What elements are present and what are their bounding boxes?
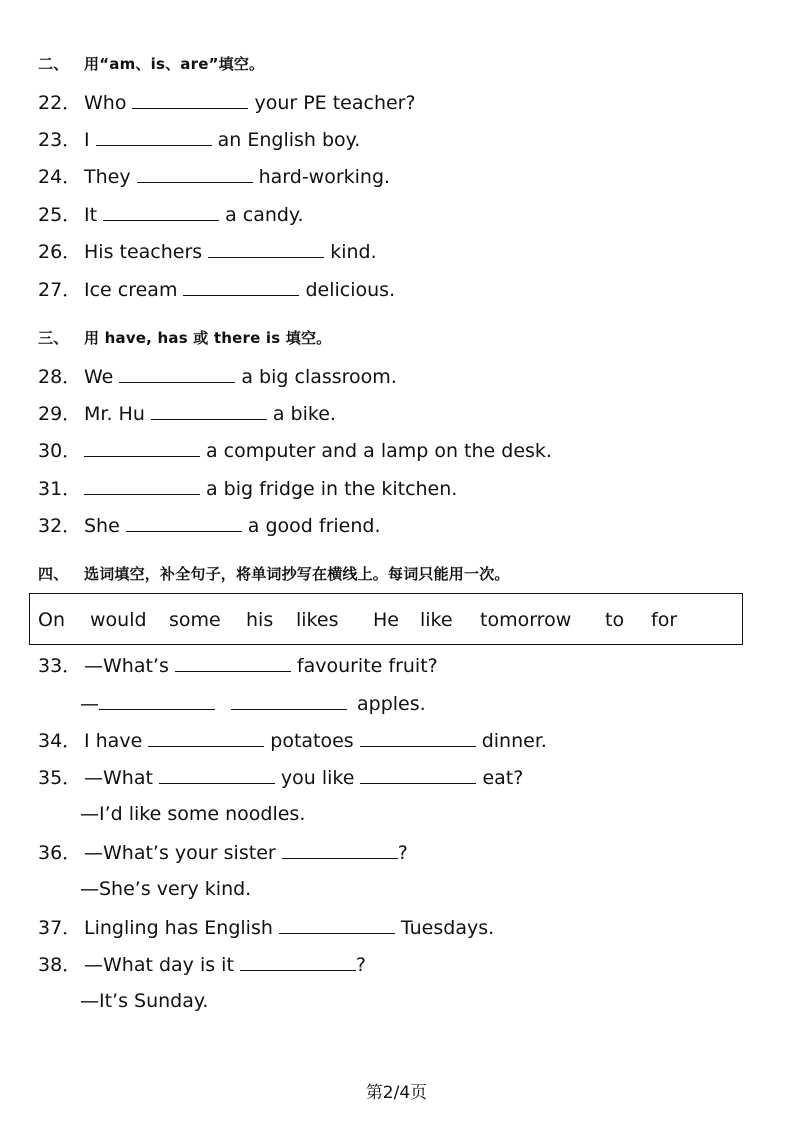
answer-blank-30[interactable] xyxy=(84,438,200,457)
question-text: dinner. xyxy=(481,730,547,752)
question-text: a candy. xyxy=(225,204,304,226)
reply-text: —It’s Sunday. xyxy=(80,990,209,1012)
question-number: 23． xyxy=(38,129,82,151)
question-text: —What’s your sister xyxy=(84,842,276,864)
question-text: potatoes xyxy=(270,730,354,752)
answer-blank-24[interactable] xyxy=(137,164,253,183)
question-33 xyxy=(38,653,438,678)
question-text: kind. xyxy=(330,241,377,263)
question-24 xyxy=(38,164,390,189)
answer-blank-31[interactable] xyxy=(84,476,200,495)
section-4-title xyxy=(38,563,510,584)
question-27 xyxy=(38,277,395,302)
word-bank-word: tomorrow xyxy=(480,609,572,631)
question-number: 35． xyxy=(38,767,82,789)
answer-blank-23[interactable] xyxy=(96,127,212,146)
word-bank-word: likes xyxy=(296,609,339,631)
question-text: a big fridge in the kitchen. xyxy=(206,478,458,500)
question-33-reply xyxy=(80,691,426,716)
word-bank-word: some xyxy=(169,609,221,631)
question-number: 36． xyxy=(38,842,82,864)
question-number: 22． xyxy=(38,92,82,114)
question-text: a good friend. xyxy=(247,515,381,537)
question-23 xyxy=(38,127,360,152)
question-31 xyxy=(38,476,457,501)
question-text: ? xyxy=(355,954,366,976)
question-text: Lingling has English xyxy=(84,917,273,939)
answer-blank-33a[interactable] xyxy=(175,653,291,672)
answer-blank-34b[interactable] xyxy=(360,728,476,747)
question-38 xyxy=(38,952,366,977)
question-25 xyxy=(38,202,304,227)
section-2-number: 二、 xyxy=(38,55,69,73)
question-number: 26． xyxy=(38,241,82,263)
reply-text: —I’d like some noodles. xyxy=(80,803,306,825)
answer-blank-26[interactable] xyxy=(208,239,324,258)
question-text: Mr. Hu xyxy=(84,403,145,425)
question-number: 25． xyxy=(38,204,82,226)
question-number: 30． xyxy=(38,440,82,462)
section-3-instruction: 用 have, has 或 there is 填空。 xyxy=(84,329,332,347)
word-bank-box xyxy=(29,593,743,645)
question-text: I xyxy=(84,129,90,151)
question-text: I have xyxy=(84,730,143,752)
question-35-reply xyxy=(80,802,305,826)
question-text: a big classroom. xyxy=(241,366,397,388)
question-text: His teachers xyxy=(84,241,203,263)
answer-blank-37[interactable] xyxy=(279,915,395,934)
page-number: 第2/4页 xyxy=(365,1083,428,1103)
question-text: a computer and a lamp on the desk. xyxy=(206,440,552,462)
section-2-instruction: 用“am、is、are”填空。 xyxy=(84,55,265,73)
section-4-number: 四、 xyxy=(38,565,69,583)
question-text: Ice cream xyxy=(84,279,178,301)
answer-blank-34a[interactable] xyxy=(148,728,264,747)
question-number: 27． xyxy=(38,279,82,301)
word-bank-word: his xyxy=(246,609,274,631)
word-bank-word: would xyxy=(90,609,147,631)
question-37 xyxy=(38,915,494,940)
answer-blank-28[interactable] xyxy=(119,364,235,383)
question-text: eat? xyxy=(482,767,524,789)
answer-blank-35b[interactable] xyxy=(360,765,476,784)
question-text: apples. xyxy=(357,693,426,715)
question-text: delicious. xyxy=(305,279,396,301)
reply-dash: — xyxy=(80,693,99,715)
question-text: They xyxy=(84,166,131,188)
answer-blank-35a[interactable] xyxy=(159,765,275,784)
question-number: 33． xyxy=(38,655,82,677)
question-text: your PE teacher? xyxy=(254,92,416,114)
question-number: 37． xyxy=(38,917,82,939)
question-number: 29． xyxy=(38,403,82,425)
question-34 xyxy=(38,728,547,753)
question-36-reply xyxy=(80,877,251,901)
answer-blank-22[interactable] xyxy=(132,90,248,109)
question-29 xyxy=(38,401,336,426)
question-text: an English boy. xyxy=(217,129,361,151)
question-38-reply xyxy=(80,989,208,1013)
answer-blank-33b[interactable] xyxy=(99,691,215,710)
question-28 xyxy=(38,364,397,389)
question-text: you like xyxy=(280,767,355,789)
question-text: —What day is it xyxy=(84,954,234,976)
question-32 xyxy=(38,513,381,538)
word-bank-word: On xyxy=(38,609,65,631)
question-number: 38． xyxy=(38,954,82,976)
question-text: —What xyxy=(84,767,153,789)
question-30 xyxy=(38,438,552,463)
question-35 xyxy=(38,765,523,790)
question-36 xyxy=(38,840,408,865)
word-bank-word: He xyxy=(373,609,399,631)
question-number: 28． xyxy=(38,366,82,388)
question-text: Tuesdays. xyxy=(400,917,495,939)
question-number: 34． xyxy=(38,730,82,752)
word-bank-word: for xyxy=(651,609,678,631)
question-text: Who xyxy=(84,92,127,114)
question-text: It xyxy=(84,204,98,226)
answer-blank-25[interactable] xyxy=(103,202,219,221)
question-text: ? xyxy=(397,842,408,864)
question-text: favourite fruit? xyxy=(296,655,438,677)
word-bank-word: to xyxy=(605,609,625,631)
answer-blank-29[interactable] xyxy=(151,401,267,420)
question-text: hard-working. xyxy=(258,166,391,188)
question-26 xyxy=(38,239,377,264)
answer-blank-36[interactable] xyxy=(282,840,398,859)
question-number: 24． xyxy=(38,166,82,188)
answer-blank-32[interactable] xyxy=(126,513,242,532)
question-text: —What’s xyxy=(84,655,169,677)
answer-blank-27[interactable] xyxy=(183,277,299,296)
question-number: 32． xyxy=(38,515,82,537)
answer-blank-33c[interactable] xyxy=(231,691,347,710)
question-22 xyxy=(38,90,416,115)
section-4-instruction: 选词填空，补全句子，将单词抄写在横线上。每词只能用一次。 xyxy=(84,565,510,583)
section-3-number: 三、 xyxy=(38,329,69,347)
question-text: a bike. xyxy=(272,403,336,425)
question-text: We xyxy=(84,366,114,388)
word-bank-word: like xyxy=(420,609,453,631)
reply-text: —She’s very kind. xyxy=(80,878,252,900)
question-number: 31． xyxy=(38,478,82,500)
section-3-title xyxy=(38,327,331,348)
question-text: She xyxy=(84,515,120,537)
section-2-title xyxy=(38,53,264,74)
answer-blank-38[interactable] xyxy=(240,952,356,971)
